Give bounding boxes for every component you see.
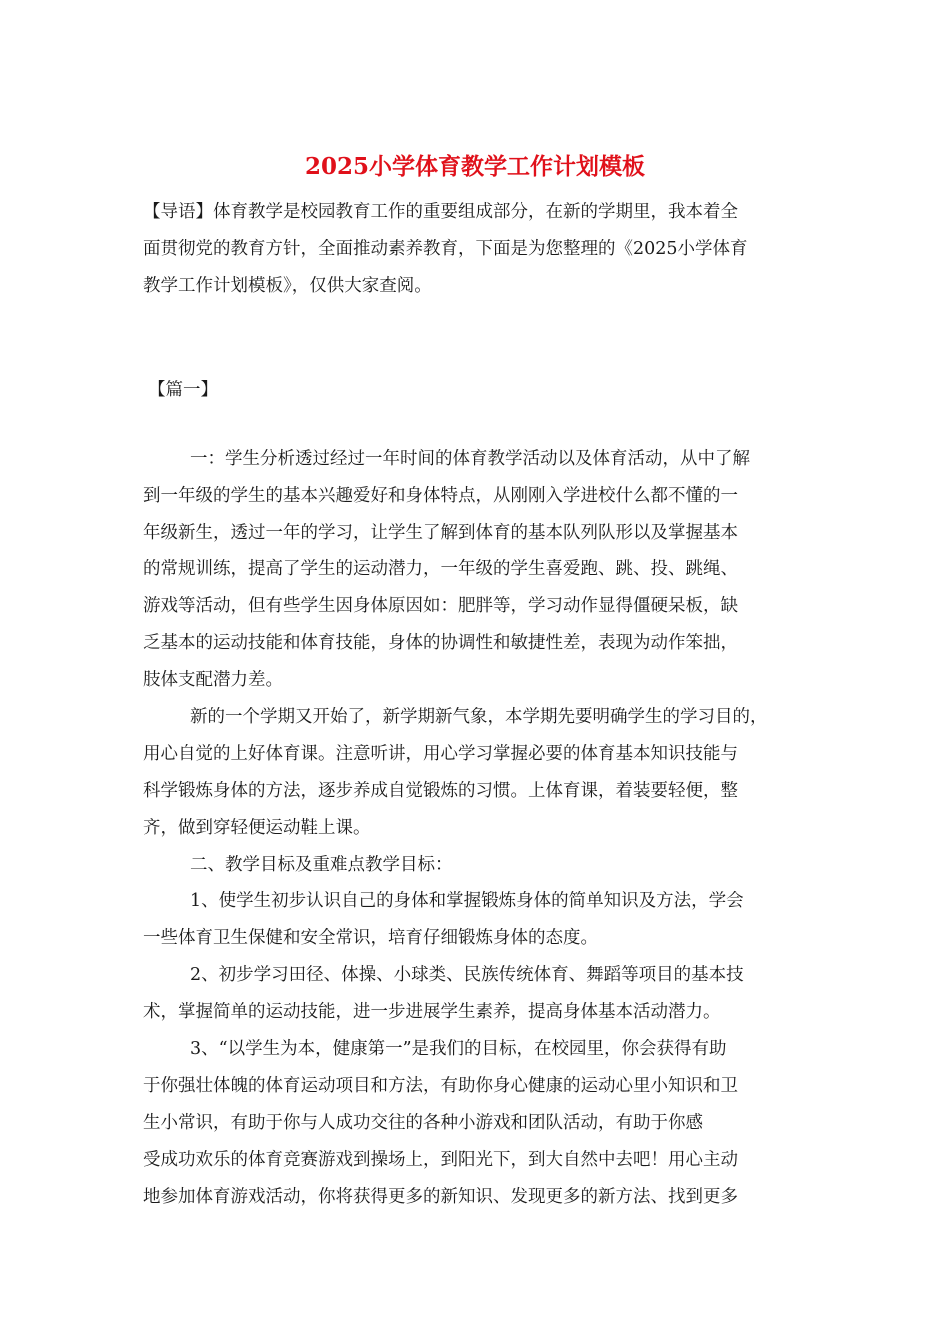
body-line: 术，掌握简单的运动技能，进一步进展学生素养，提高身体基本活动潜力。: [143, 1002, 721, 1022]
body-line: 乏基本的运动技能和体育技能，身体的协调性和敏捷性差，表现为动作笨拙，: [143, 633, 738, 653]
body-line: 生小常识，有助于你与人成功交往的各种小游戏和团队活动，有助于你感: [143, 1113, 703, 1133]
intro-line: 面贯彻党的教育方针，全面推动素养教育，下面是为您整理的《2025小学体育: [143, 239, 748, 259]
body-line: 齐，做到穿轻便运动鞋上课。: [143, 818, 371, 838]
body-line: 一：学生分析透过经过一年时间的体育教学活动以及体育活动，从中了解: [190, 449, 750, 469]
body-line: 2、初步学习田径、体操、小球类、民族传统体育、舞蹈等项目的基本技: [190, 965, 744, 985]
body-line: 的常规训练，提高了学生的运动潜力，一年级的学生喜爱跑、跳、投、跳绳、: [143, 559, 738, 579]
body-line: 3、“以学生为本，健康第一”是我们的目标，在校园里，你会获得有助: [190, 1039, 727, 1059]
body-line: 游戏等活动，但有些学生因身体原因如：肥胖等，学习动作显得僵硬呆板，缺: [143, 596, 738, 616]
body-line: 一些体育卫生保健和安全常识，培育仔细锻炼身体的态度。: [143, 928, 598, 948]
body-line: 肢体支配潜力差。: [143, 670, 283, 690]
body-line: 受成功欢乐的体育竞赛游戏到操场上，到阳光下，到大自然中去吧！用心主动: [143, 1150, 738, 1170]
body-line: 新的一个学期又开始了，新学期新气象，本学期先要明确学生的学习目的，: [190, 707, 768, 727]
section-heading: 【篇一】: [148, 380, 218, 400]
document-title: 2025小学体育教学工作计划模板: [304, 153, 645, 180]
body-line: 二、教学目标及重难点教学目标：: [190, 855, 453, 875]
body-line: 年级新生，透过一年的学习，让学生了解到体育的基本队列队形以及掌握基本: [143, 523, 738, 543]
intro-line: 【导语】体育教学是校园教育工作的重要组成部分，在新的学期里，我本着全: [143, 202, 738, 222]
body-line: 于你强壮体魄的体育运动项目和方法，有助你身心健康的运动心里小知识和卫: [143, 1076, 738, 1096]
body-line: 地参加体育游戏活动，你将获得更多的新知识、发现更多的新方法、找到更多: [143, 1187, 738, 1207]
body-line: 到一年级的学生的基本兴趣爱好和身体特点，从刚刚入学进校什么都不懂的一: [143, 486, 738, 506]
body-line: 科学锻炼身体的方法，逐步养成自觉锻炼的习惯。上体育课，着装要轻便，整: [143, 781, 738, 801]
body-line: 1、使学生初步认识自己的身体和掌握锻炼身体的简单知识及方法，学会: [190, 891, 744, 911]
intro-line: 教学工作计划模板》，仅供大家查阅。: [143, 276, 432, 296]
body-line: 用心自觉的上好体育课。注意听讲，用心学习掌握必要的体育基本知识技能与: [143, 744, 738, 764]
